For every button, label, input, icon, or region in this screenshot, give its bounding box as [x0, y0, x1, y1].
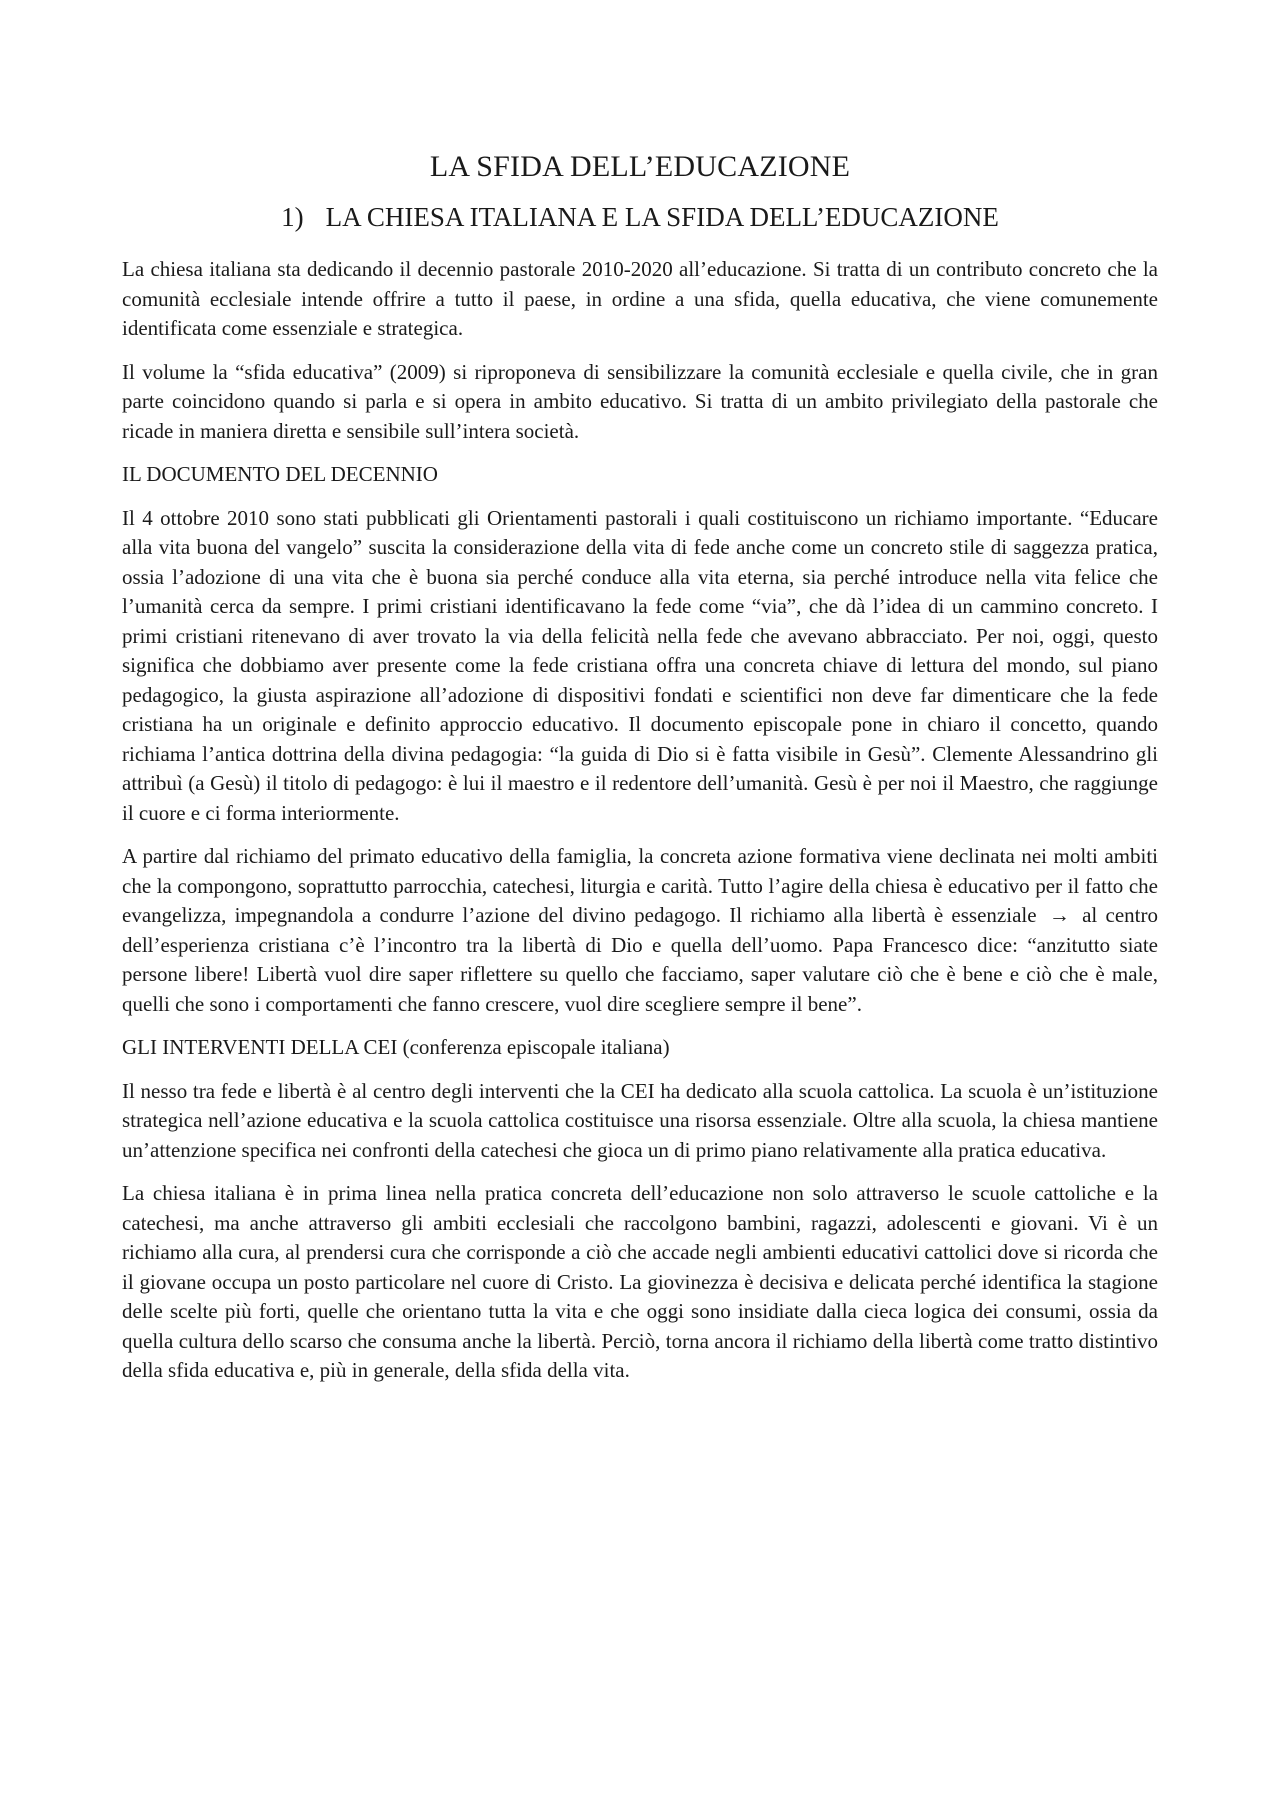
paragraph-1: La chiesa italiana sta dedicando il decennio pastorale 2010-2020 all’educazione. Si tratta di un contributo concreto che la comunità ecclesiale intende offrire a tutto il paese, in ordine a una sfida, quella educativa, che viene comunemente identificata come essenziale e strategica.	[122, 257, 1158, 340]
paragraph-3: Il 4 ottobre 2010 sono stati pubblicati gli Orientamenti pastorali i quali costituiscono un richiamo importante. “Educare alla vita buona del vangelo” suscita la considerazione della vita di fede anche come un concreto stile di saggezza pratica, ossia l’adozione di una vita che è buona sia perché conduce alla vita eterna, sia perché introduce nella vita felice che l’umanità cerca da sempre. I primi cristiani identificavano la fede come “via”, che dà l’idea di un cammino concreto. I primi cristiani ritenevano di aver trovato la via della felicità nella fede che avevano abbracciato. Per noi, oggi, questo significa che dobbiamo aver presente come la fede cristiana offra una concreta chiave di lettura del mondo, sul piano pedagogico, la giusta aspirazione all’adozione di dispositivi fondati e scientifici non deve far dimenticare che la fede cristiana ha un originale e definito approccio educativo. Il documento episcopale pone in chiaro il concetto, quando richiama l’antica dottrina della divina pedagogia: “la guida di Dio si è fatta visibile in Gesù”. Clemente Alessandrino gli attribuì (a Gesù) il titolo di pedagogo: è lui il maestro e il redentore dell’umanità. Gesù è per noi il Maestro, che raggiunge il cuore e ci forma interiormente.	[122, 505, 1158, 825]
right-arrow-icon: →	[1048, 903, 1070, 927]
paragraph-5: Il nesso tra fede e libertà è al centro degli interventi che la CEI ha dedicato alla scuola cattolica. La scuola è un’istituzione strategica nell’azione educativa e la scuola cattolica costituisce una risorsa essenziale. Oltre alla scuola, la chiesa mantiene un’attenzione specifica nei confronti della catechesi che gioca un di primo piano relativamente alla pratica educativa.	[122, 1078, 1158, 1162]
document-title: LA SFIDA DELL’EDUCAZIONE	[429, 150, 851, 183]
subheading-interventi-cei: GLI INTERVENTI DELLA CEI (conferenza episcopale italiana)	[122, 1035, 670, 1059]
section-number: 1)	[281, 202, 304, 232]
paragraph-4-part-2: al centro dell’esperienza cristiana c’è l’incontro tra la libertà di Dio e quella dell’uomo. Papa Francesco dice: “anzitutto siate persone libere! Libertà vuol dire saper riflettere su quello che facciamo, saper valutare ciò che è bene e ciò che è male, quelli che sono i comportamenti che fanno crescere, vuol dire scegliere sempre il bene”.	[122, 903, 1159, 1016]
subheading-documento-decennio: IL DOCUMENTO DEL DECENNIO	[122, 462, 438, 486]
paragraph-4-part-1: A partire dal richiamo del primato educativo della famiglia, la concreta azione formativa viene declinata nei molti ambiti che la compongono, soprattutto parrocchia, catechesi, liturgia e carità. Tutto l’agire della chiesa è educativo per il fatto che evangelizza, impegnandola a condurre l’azione del divino pedagogo. Il richiamo alla libertà è essenziale	[122, 844, 1158, 927]
paragraph-2: Il volume la “sfida educativa” (2009) si riproponeva di sensibilizzare la comunità ecclesiale e quella civile, che in gran parte coincidono quando si parla e si opera in ambito educativo. Si tratta di un ambito privilegiato della pastorale che ricade in maniera diretta e sensibile sull’intera società.	[122, 359, 1158, 443]
section-heading-text: LA CHIESA ITALIANA E LA SFIDA DELL’EDUCAZIONE	[325, 202, 999, 232]
paragraph-6: La chiesa italiana è in prima linea nella pratica concreta dell’educazione non solo attraverso le scuole cattoliche e la catechesi, ma anche attraverso gli ambiti ecclesiali che raccolgono bambini, ragazzi, adolescenti e giovani. Vi è un richiamo alla cura, al prendersi cura che corrisponde a ciò che accade negli ambienti educativi cattolici dove si ricorda che il giovane occupa un posto particolare nel cuore di Cristo. La giovinezza è decisiva e delicata perché identifica la stagione delle scelte più forti, quelle che orientano tutta la vita e che oggi sono insidiate dalla cieca logica dei consumi, ossia da quella cultura dello scarso che consuma anche la libertà. Perciò, torna ancora il richiamo della libertà come tratto distintivo della sfida educativa e, più in generale, della sfida della vita.	[122, 1181, 1158, 1382]
paragraph-4	[122, 842, 1158, 1019]
document-page	[122, 150, 1158, 1400]
section-heading	[122, 202, 1158, 233]
